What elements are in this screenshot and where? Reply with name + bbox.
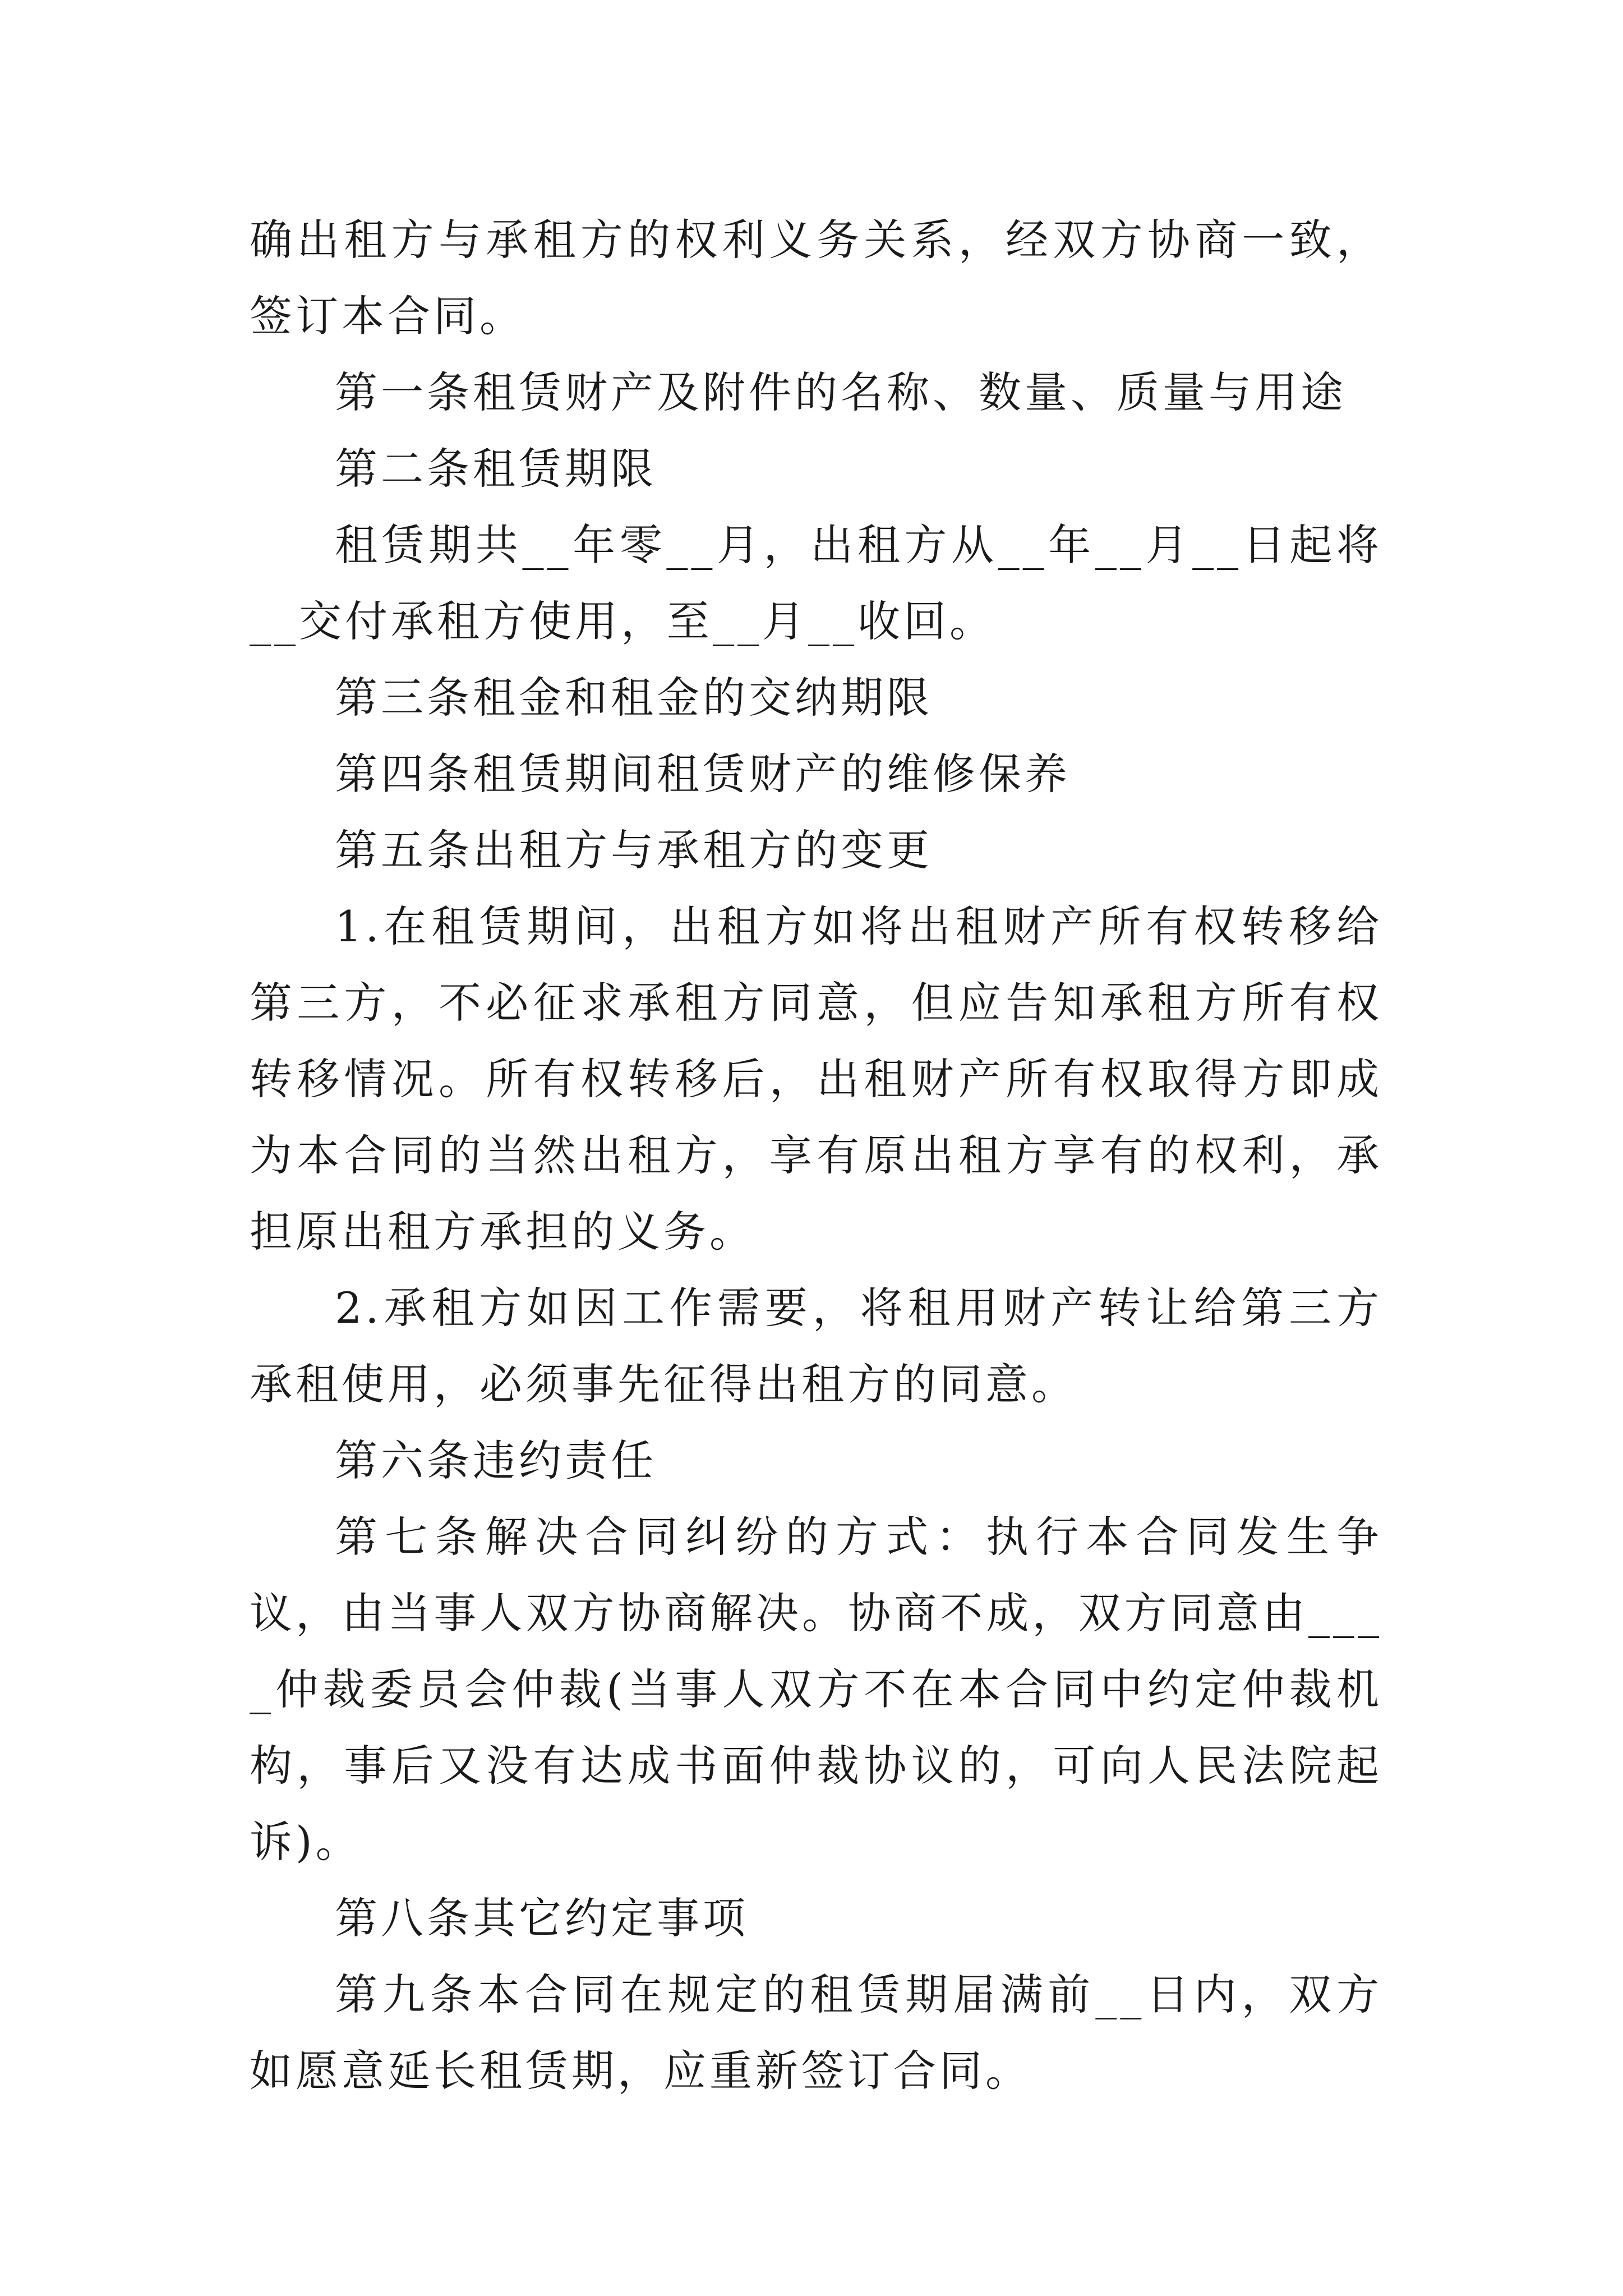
paragraph-article-5: 第五条出租方与承租方的变更	[335, 825, 933, 875]
paragraph-article-3: 第三条租金和租金的交纳期限	[335, 673, 933, 723]
document-page	[250, 202, 1382, 2109]
paragraph-article-5-item-1: 1.在租赁期间，出租方如将出租财产所有权转移给第三方，不必征求承租方同意，但应告知承租方所有权转移情况。所有权转移后，出租财产所有权取得方即成为本合同的当然出租方，享有原出租方享有的权利，承担原出租方承担的义务。	[250, 901, 1382, 1257]
paragraph-lease-term: 租赁期共__年零__月，出租方从__年__月__日起将__交付承租方使用，至__月__收回。	[250, 520, 1382, 646]
paragraph-article-8: 第八条其它约定事项	[335, 1893, 749, 1943]
paragraph-article-4: 第四条租赁期间租赁财产的维修保养	[335, 749, 1071, 799]
paragraph-contract-purpose: 确出租方与承租方的权利义务关系，经双方协商一致，签订本合同。	[250, 215, 1382, 341]
paragraph-article-1: 第一条租赁财产及附件的名称、数量、质量与用途	[335, 367, 1347, 417]
paragraph-article-5-item-2: 2.承租方如因工作需要，将租用财产转让给第三方承租使用，必须事先征得出租方的同意。	[250, 1283, 1382, 1409]
paragraph-article-2: 第二条租赁期限	[335, 444, 657, 494]
paragraph-article-6: 第六条违约责任	[335, 1435, 657, 1485]
paragraph-article-7: 第七条解决合同纠纷的方式：执行本合同发生争议，由当事人双方协商解决。协商不成，双方同意由____仲裁委员会仲裁(当事人双方不在本合同中约定仲裁机构，事后又没有达成书面仲裁协议的，可向人民法院起诉)。	[250, 1512, 1382, 1867]
paragraph-article-9: 第九条本合同在规定的租赁期届满前__日内，双方如愿意延长租赁期，应重新签订合同。	[250, 1970, 1382, 2096]
